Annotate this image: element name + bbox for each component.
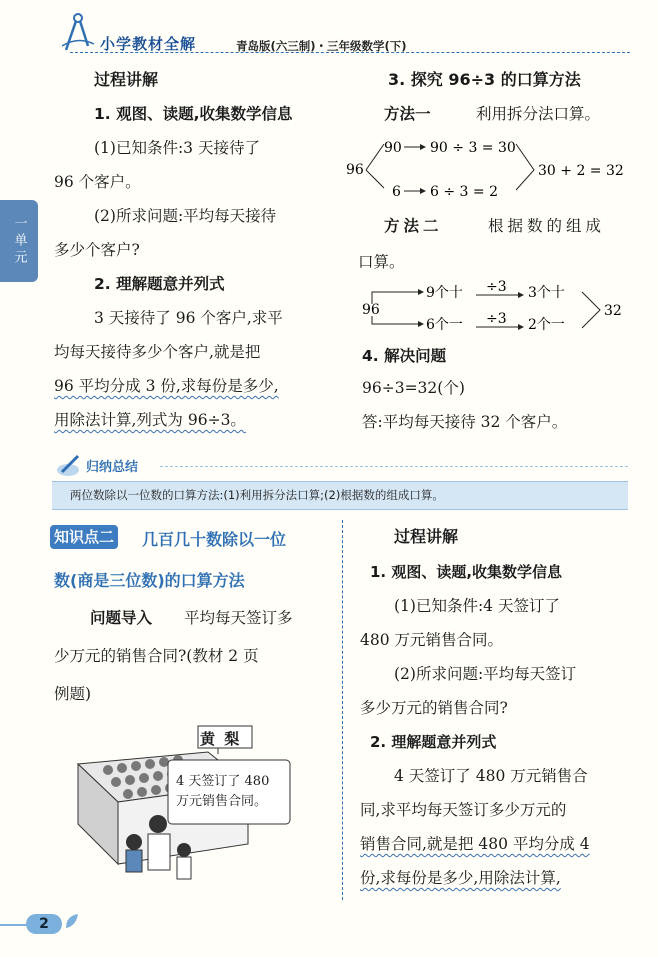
summary-label: 归纳总结 [86, 460, 139, 475]
pen-icon [56, 452, 84, 482]
d1-start: 96 [346, 162, 364, 178]
kp2-step2-l1: 4 天签订了 480 万元销售合 [394, 767, 588, 785]
d2-result: 32 [604, 303, 622, 319]
composition-method-diagram [358, 278, 638, 342]
left-step2-l4-text: 用除法计算,列式为 96÷3。 [54, 411, 246, 429]
kp2-intro-2: 少万元的销售合同?(教材 2 页 [54, 647, 259, 665]
d1-bot-b: 6 ÷ 3 = 2 [430, 184, 498, 200]
d2-top-a: 9个十 [426, 285, 463, 301]
d2-bot-a: 6个一 [426, 317, 463, 333]
d2-top-b: 3个十 [528, 285, 565, 301]
speech-bubble [176, 772, 269, 812]
d2-op-top: ÷3 [486, 279, 507, 295]
kp2-step2-l3: 销售合同,就是把 480 平均分成 4 [360, 835, 590, 853]
kp2-step1-p1a: (1)已知条件:4 天签订了 [394, 597, 560, 615]
kp2-intro-1: 平均每天签订多 [184, 609, 293, 627]
book-title: 小学教材全解 [100, 35, 197, 53]
method2-text: 根据数的组成 [488, 217, 606, 235]
kp2-title-1: 几百几十数除以一位 [142, 530, 287, 549]
page-number-line [0, 924, 26, 926]
left-step2-l1: 3 天接待了 96 个客户,求平 [94, 309, 283, 327]
left-step1-p1a: (1)已知条件:3 天接待了 [94, 139, 260, 157]
kp2-badge: 知识点二 [50, 525, 118, 549]
speech-bubble-1: 4 天签订了 480 [176, 774, 270, 789]
kp2-step1-p1b: 480 万元销售合同。 [360, 631, 504, 649]
left-step1-p2a: (2)所求问题:平均每天接待 [94, 207, 277, 225]
fruit-sign: 黄 梨 [200, 730, 242, 748]
method1-label: 方法一 [384, 105, 431, 123]
step4-equation: 96÷3=32(个) [362, 379, 465, 397]
split-method-diagram [344, 130, 644, 210]
kp2-step1-p2a: (2)所求问题:平均每天签订 [394, 665, 577, 683]
left-step2-l4 [54, 410, 246, 430]
left-heading: 过程讲解 [94, 70, 159, 89]
left-step1-p2b: 多少个客户? [54, 241, 140, 259]
left-step1-title: 1. 观图、读题,收集数学信息 [94, 105, 293, 123]
header-divider [70, 52, 630, 53]
kp2-intro-3: 例题) [54, 685, 92, 703]
d1-result: 30 + 2 = 32 [538, 163, 624, 179]
page-number: 2 [26, 914, 62, 934]
left-step2-l3: 96 平均分成 3 份,求每份是多少, [54, 377, 279, 395]
summary-head-line [160, 466, 628, 467]
right-step3-title: 3. 探究 96÷3 的口算方法 [388, 70, 581, 89]
kp2-step2-l4: 份,求每份是多少,用除法计算, [360, 869, 561, 887]
method2-label: 方法二 [384, 217, 443, 235]
d2-start: 96 [362, 302, 380, 318]
method1-text: 利用拆分法口算。 [476, 105, 601, 123]
kp2-step2-l2: 同,求平均每天签订多少万元的 [360, 801, 567, 819]
left-step1-p1b: 96 个客户。 [54, 173, 141, 191]
kp2-step2-title: 2. 理解题意并列式 [370, 733, 497, 751]
unit-tab: 一单元 [0, 200, 38, 282]
kp2-right-heading: 过程讲解 [394, 527, 459, 546]
right-step4-title: 4. 解决问题 [362, 347, 447, 365]
kp2-intro-label: 问题导入 [90, 609, 153, 627]
column-divider [342, 520, 343, 900]
d1-top-a: 90 [384, 140, 402, 156]
d2-op-bot: ÷3 [486, 311, 507, 327]
d1-bot-a: 6 [392, 184, 401, 200]
compass-logo-icon [58, 6, 98, 56]
d2-bot-b: 2个一 [528, 317, 565, 333]
d1-top-b: 90 ÷ 3 = 30 [430, 140, 516, 156]
left-step2-l2: 均每天接待多少个客户,就是把 [54, 343, 261, 361]
leaf-icon [64, 912, 80, 934]
left-step2-title: 2. 理解题意并列式 [94, 275, 225, 293]
step4-answer: 答:平均每天接待 32 个客户。 [362, 413, 568, 431]
summary-text: 两位数除以一位数的口算方法:(1)利用拆分法口算;(2)根据数的组成口算。 [70, 488, 444, 502]
speech-bubble-2: 万元销售合同。 [176, 794, 268, 809]
kp2-step1-title: 1. 观图、读题,收集数学信息 [370, 563, 563, 581]
book-subtitle: 青岛版(六三制)・三年级数学(下) [236, 39, 407, 53]
kp2-step1-p2b: 多少万元的销售合同? [360, 699, 508, 717]
kp2-title-2: 数(商是三位数)的口算方法 [54, 571, 245, 590]
method2-text2: 口算。 [358, 253, 405, 271]
